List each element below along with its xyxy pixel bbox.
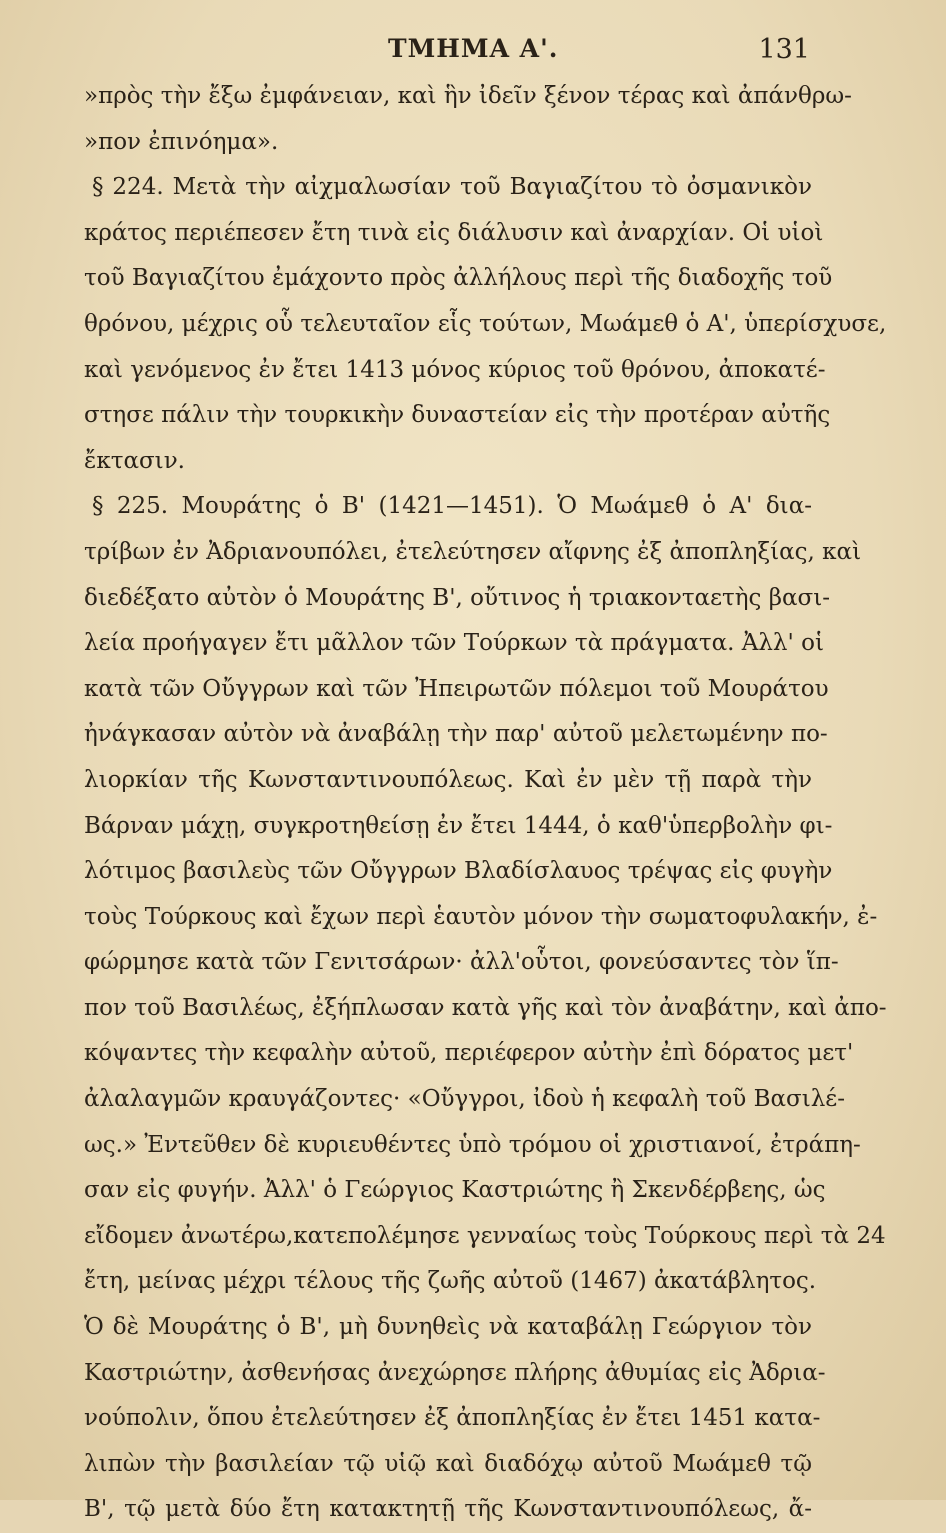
text-line: σαν εἰς φυγήν. Ἀλλ' ὁ Γεώργιος Καστριώτης ἢ Σκενδέρβεης, ὡς [84,1177,826,1204]
page-header [0,34,946,74]
text-line: θρόνου, μέχρις οὗ τελευταῖον εἷς τούτων, Μωάμεθ ὁ Α', ὑπερίσχυσε, [84,310,887,337]
text-line: »πρὸς τὴν ἔξω ἐμφάνειαν, καὶ ἣν ἰδεῖν ξένον τέρας καὶ ἀπάνθρω- [84,83,852,109]
text-line: Ὁ δὲ Μουράτης ὁ Β', μὴ δυνηθεὶς νὰ καταβάλῃ Γεώργιον τὸν [84,1314,812,1341]
page-number: 131 [758,34,810,65]
text-line: τρίβων ἐν Ἀδριανουπόλει, ἐτελεύτησεν αἴφνης ἐξ ἀποπληξίας, καὶ [84,538,862,565]
text-line: ἀλαλαγμῶν κραυγάζοντες· «Οὔγγροι, ἰδοὺ ἡ κεφαλὴ τοῦ Βασιλέ- [84,1086,845,1113]
text-line: φώρμησε κατὰ τῶν Γενιτσάρων· ἀλλ'οὗτοι, φονεύσαντες τὸν ἵπ- [84,949,839,976]
text-line: ἠνάγκασαν αὐτὸν νὰ ἀναβάλῃ τὴν παρ' αὐτοῦ μελετωμένην πο- [84,721,828,748]
text-line: λιπὼν τὴν βασιλείαν τῷ υἱῷ καὶ διαδόχῳ αὐτοῦ Μωάμεθ τῷ [84,1450,812,1477]
text-line: Β', τῷ μετὰ δύο ἔτη κατακτητῇ τῆς Κωνσταντινουπόλεως, ἄ- [84,1496,812,1523]
text-line: εἴδομεν ἀνωτέρω,κατεπολέμησε γενναίως τοὺς Τούρκους περὶ τὰ 24 [84,1222,886,1249]
text-line: ἔκτασιν. [84,447,185,474]
paragraph-225-start: § 225. Μουράτης ὁ Β' (1421—1451). Ὁ Μωάμεθ ὁ Α' δια- [92,493,812,520]
text-line: στησε πάλιν τὴν τουρκικὴν δυναστείαν εἰς τὴν προτέραν αὐτῆς [84,402,831,429]
text-line: λότιμος βασιλεὺς τῶν Οὔγγρων Βλαδίσλαυος τρέψας εἰς φυγὴν [84,858,833,885]
text-line: διεδέξατο αὐτὸν ὁ Μουράτης Β', οὔτινος ἡ τριακονταετὴς βασι- [84,584,831,611]
text-line: πον τοῦ Βασιλέως, ἐξήπλωσαν κατὰ γῆς καὶ τὸν ἀναβάτην, καὶ ἀπο- [84,994,887,1021]
text-line: κόψαντες τὴν κεφαλὴν αὐτοῦ, περιέφερον αὐτὴν ἐπὶ δόρατος μετ' [84,1040,854,1067]
text-line: κατὰ τῶν Οὔγγρων καὶ τῶν Ἠπειρωτῶν πόλεμοι τοῦ Μουράτου [84,675,829,702]
text-line: λεία προήγαγεν ἔτι μᾶλλον τῶν Τούρκων τὰ πράγματα. Ἀλλ' οἱ [84,630,825,657]
text-line: λιορκίαν τῆς Κωνσταντινουπόλεως. Καὶ ἐν μὲν τῇ παρὰ τὴν [84,766,812,793]
body-text [84,74,887,1533]
running-head: ΤΜΗΜΑ Α'. [388,34,559,63]
text-line: κράτος περιέπεσεν ἔτη τινὰ εἰς διάλυσιν καὶ ἀναρχίαν. Οἱ υἱοὶ [84,219,824,246]
text-line: Καστριώτην, ἀσθενήσας ἀνεχώρησε πλήρης ἀθυμίας εἰς Ἀδρια- [84,1359,826,1386]
text-line: ἔτη, μείνας μέχρι τέλους τῆς ζωῆς αὐτοῦ (1467) ἀκατάβλητος. [84,1268,817,1295]
text-line: τοῦ Βαγιαζίτου ἐμάχοντο πρὸς ἀλλήλους περὶ τῆς διαδοχῆς τοῦ [84,265,833,292]
paragraph-224-start: § 224. Μετὰ τὴν αἰχμαλωσίαν τοῦ Βαγιαζίτου τὸ ὀσμανικὸν [92,174,812,201]
text-line: τοὺς Τούρκους καὶ ἔχων περὶ ἑαυτὸν μόνον τὴν σωματοφυλακήν, ἐ- [84,903,878,930]
text-line: νούπολιν, ὅπου ἐτελεύτησεν ἐξ ἀποπληξίας ἐν ἔτει 1451 κατα- [84,1405,821,1432]
text-line: »πον ἐπινόημα». [84,128,279,155]
text-line: ως.» Ἐντεῦθεν δὲ κυριευθέντες ὑπὸ τρόμου οἱ χριστιανοί, ἐτράπη- [84,1131,861,1158]
text-line: καὶ γενόμενος ἐν ἔτει 1413 μόνος κύριος τοῦ θρόνου, ἀποκατέ- [84,356,826,383]
text-line: Βάρναν μάχῃ, συγκροτηθείσῃ ἐν ἔτει 1444, ὁ καθ'ὑπερβολὴν φι- [84,812,833,839]
